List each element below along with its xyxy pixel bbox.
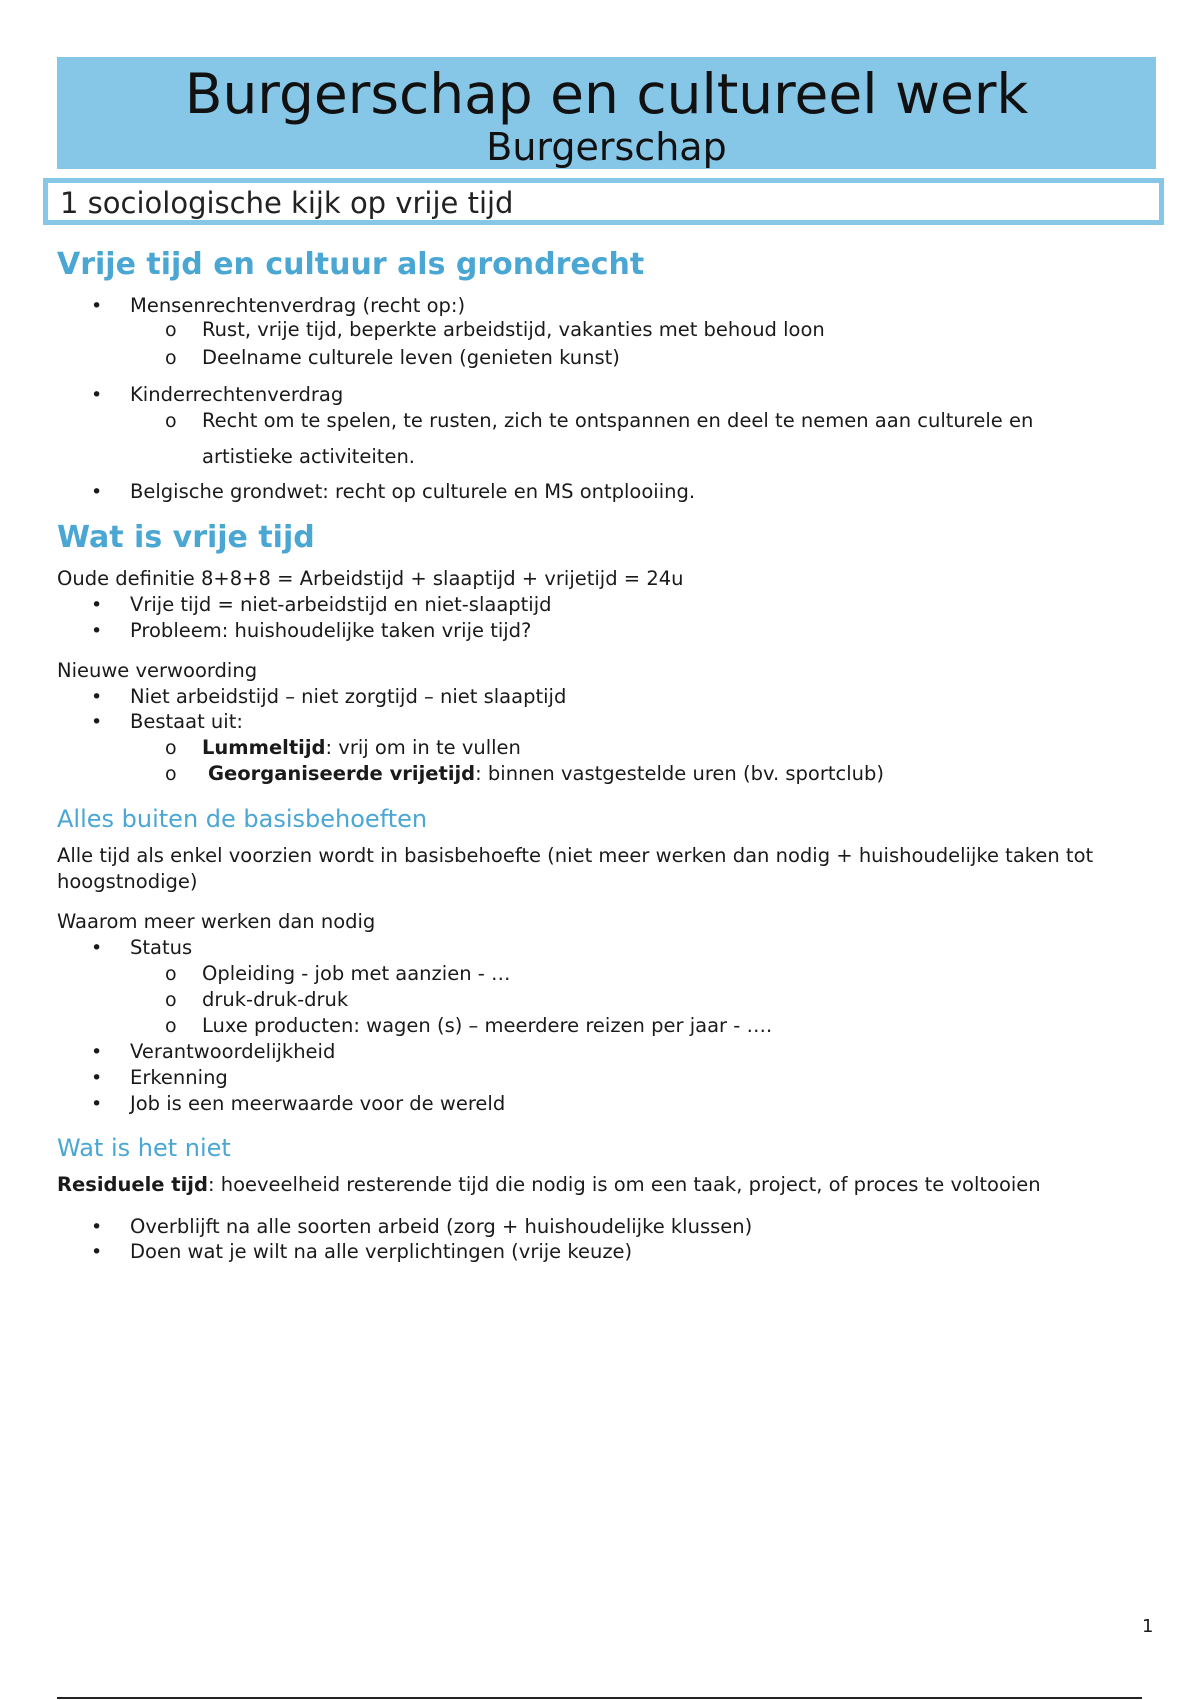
document-title-banner bbox=[57, 57, 1156, 169]
definition: : binnen vastgestelde uren (bv. sportclub) bbox=[475, 762, 884, 785]
document-subtitle: Burgerschap bbox=[486, 125, 727, 169]
list-item: Verantwoordelijkheid bbox=[130, 1040, 336, 1063]
paragraph bbox=[57, 1173, 1041, 1197]
subsection-heading-wat-is-het-niet: Wat is het niet bbox=[57, 1134, 231, 1162]
list-item: druk-druk-druk bbox=[202, 988, 349, 1011]
term: Georganiseerde vrijetijd bbox=[208, 762, 476, 785]
list-item: Bestaat uit: bbox=[130, 710, 243, 733]
chapter-heading: 1 sociologische kijk op vrije tijd bbox=[60, 186, 514, 220]
bullet-icon: • bbox=[91, 1093, 103, 1115]
list-item: Erkenning bbox=[130, 1066, 228, 1089]
list-item: Luxe producten: wagen (s) – meerdere reizen per jaar - …. bbox=[202, 1014, 773, 1037]
bullet-icon: • bbox=[91, 711, 103, 733]
page-number: 1 bbox=[1142, 1616, 1154, 1637]
sub-bullet-icon: o bbox=[165, 989, 177, 1011]
list-item: Overblijft na alle soorten arbeid (zorg + huishoudelijke klussen) bbox=[130, 1215, 753, 1238]
sub-bullet-icon: o bbox=[165, 763, 177, 785]
bullet-icon: • bbox=[91, 686, 103, 708]
bullet-icon: • bbox=[91, 620, 103, 642]
bullet-icon: • bbox=[91, 594, 103, 616]
list-item: Opleiding - job met aanzien - … bbox=[202, 962, 511, 985]
sub-bullet-icon: o bbox=[165, 410, 177, 432]
paragraph: Oude definitie 8+8+8 = Arbeidstijd + slaaptijd + vrijetijd = 24u bbox=[57, 567, 684, 590]
list-item: Mensenrechtenverdrag (recht op:) bbox=[130, 294, 466, 317]
term: Residuele tijd bbox=[57, 1173, 208, 1196]
list-item: Kinderrechtenverdrag bbox=[130, 383, 344, 406]
section-heading-grondrecht: Vrije tijd en cultuur als grondrecht bbox=[57, 247, 645, 282]
footer-divider bbox=[57, 1697, 1142, 1699]
sub-bullet-icon: o bbox=[165, 347, 177, 369]
sub-bullet-icon: o bbox=[165, 963, 177, 985]
bullet-icon: • bbox=[91, 1067, 103, 1089]
bullet-icon: • bbox=[91, 1216, 103, 1238]
bullet-icon: • bbox=[91, 295, 103, 317]
sub-bullet-icon: o bbox=[165, 737, 177, 759]
list-item bbox=[202, 736, 521, 760]
bullet-icon: • bbox=[91, 1041, 103, 1063]
paragraph: Nieuwe verwoording bbox=[57, 659, 258, 682]
list-item: Job is een meerwaarde voor de wereld bbox=[130, 1092, 506, 1115]
list-item: Niet arbeidstijd – niet zorgtijd – niet slaaptijd bbox=[130, 685, 567, 708]
list-item: Probleem: huishoudelijke taken vrije tijd? bbox=[130, 619, 532, 642]
bullet-icon: • bbox=[91, 384, 103, 406]
list-item bbox=[208, 762, 884, 786]
paragraph: Waarom meer werken dan nodig bbox=[57, 910, 376, 933]
section-heading-wat-is-vrije-tijd: Wat is vrije tijd bbox=[57, 520, 315, 555]
list-item: Status bbox=[130, 936, 193, 959]
document-title: Burgerschap en cultureel werk bbox=[184, 62, 1029, 126]
list-item: Vrije tijd = niet-arbeidstijd en niet-slaaptijd bbox=[130, 593, 552, 616]
list-item: Recht om te spelen, te rusten, zich te ontspannen en deel te nemen aan culturele en bbox=[202, 409, 1034, 432]
list-item-continuation: artistieke activiteiten. bbox=[202, 445, 415, 468]
list-item: Doen wat je wilt na alle verplichtingen (vrije keuze) bbox=[130, 1240, 633, 1263]
bullet-icon: • bbox=[91, 481, 103, 503]
bullet-icon: • bbox=[91, 937, 103, 959]
list-item: Deelname culturele leven (genieten kunst) bbox=[202, 346, 620, 369]
chapter-heading-box bbox=[43, 178, 1164, 225]
definition: : vrij om in te vullen bbox=[325, 736, 521, 759]
list-item: Belgische grondwet: recht op culturele en MS ontplooiing. bbox=[130, 480, 696, 503]
list-item: Rust, vrije tijd, beperkte arbeidstijd, vakanties met behoud loon bbox=[202, 318, 825, 341]
definition: : hoeveelheid resterende tijd die nodig is om een taak, project, of proces te voltooien bbox=[207, 1173, 1041, 1196]
bullet-icon: • bbox=[91, 1241, 103, 1263]
paragraph: Alle tijd als enkel voorzien wordt in basisbehoefte (niet meer werken dan nodig + huishoudelijke taken tot hoogstnodige) bbox=[57, 844, 1094, 893]
term: Lummeltijd bbox=[202, 736, 326, 759]
sub-bullet-icon: o bbox=[165, 1015, 177, 1037]
sub-bullet-icon: o bbox=[165, 319, 177, 341]
subsection-heading-basisbehoeften: Alles buiten de basisbehoeften bbox=[57, 805, 428, 833]
